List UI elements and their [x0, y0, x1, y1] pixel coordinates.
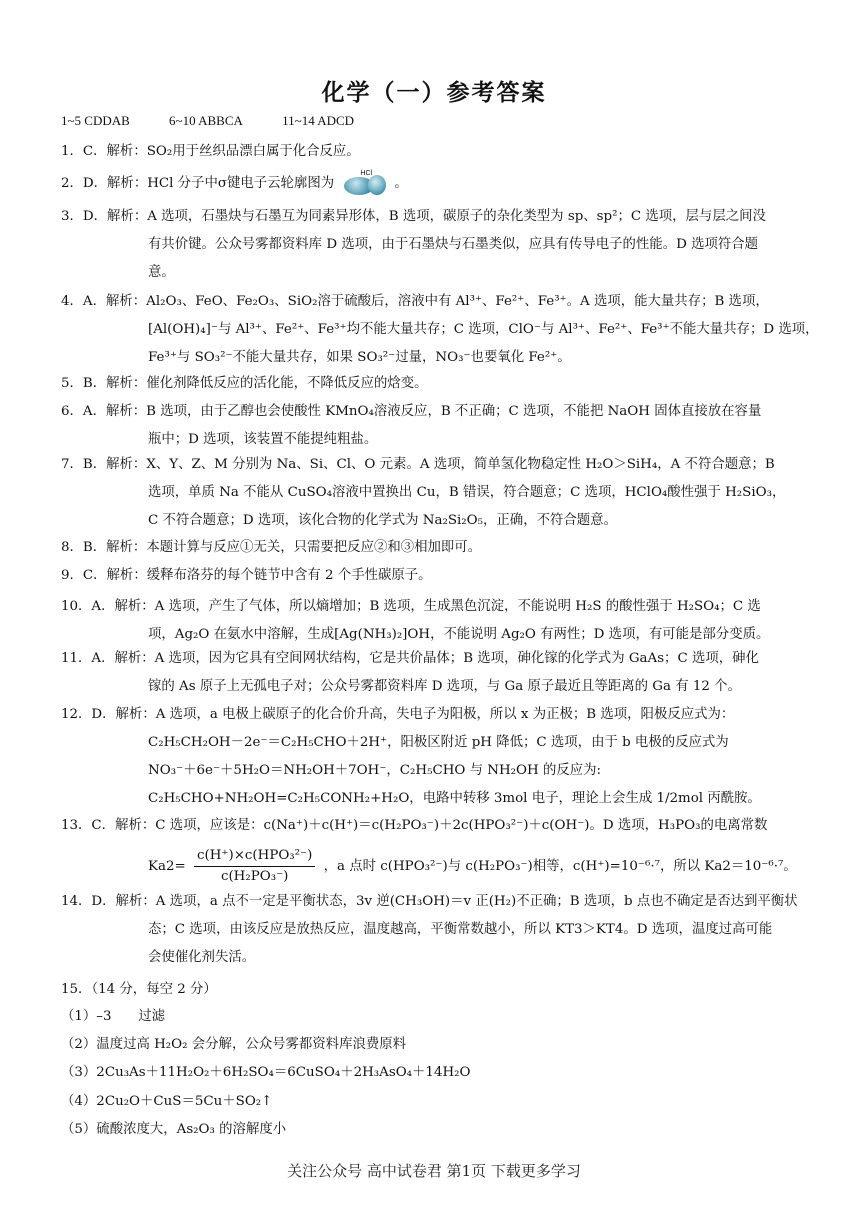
item-text: Al₂O₃、FeO、Fe₂O₃、SiO₂溶于硫酸后，溶液中有 Al³⁺、Fe²⁺、Fe³⁺。A 选项，能大量共存；B 选项，: [146, 294, 769, 309]
answer-item-1: [61, 138, 821, 166]
orbital-label: HCl: [360, 169, 373, 177]
answer-key-11-14: 11~14 ADCD: [282, 113, 355, 128]
answer-item-12: 12．D．解析：A 选项，a 电极上碳原子的化合价升高，失电子为阳极，所以 x 为正极；B 选项，阳极反应式为： C₂H₅CH₂OH－2e⁻＝C₂H₅CHO＋2H⁺，阳极区附近 pH 降低；C 选项，由于 b 电极的反应式为 NO₃⁻＋6e⁻＋5H₂O＝NH₂OH＋7OH⁻，C₂H₅CHO 与 NH₂OH 的反应为: C₂H₅CHO+NH₂OH=C₂H₅CONH₂+H₂O，电路中转移 3mol 电子，理论上会生成 1/2mol 丙酰胺。: [61, 707, 761, 806]
item-lead: 2．D．解析：: [61, 176, 148, 191]
answer-item-3: 3．D．解析：A 选项，石墨炔与石墨互为同素异形体，B 选项，碳原子的杂化类型为 sp、sp²；C 选项，层与层之间没 有共价键。公众号雾都资料库 D 选项，由于石墨炔与石墨类似，应具有传导电子的性能。D 选项符合题 意。: [61, 209, 766, 280]
item-text: 本题计算与反应①无关，只需要把反应②和③相加即可。: [146, 540, 482, 555]
item-lead: 4．A．解析：: [61, 294, 147, 309]
answer-item-6: 6．A．解析：B 选项，由于乙醇也会使酸性 KMnO₄溶液反应，B 不正确；C 选项，不能把 NaOH 固体直接放在容量 瓶中；D 选项，该装置不能提纯粗盐。: [61, 404, 762, 447]
item-lead: 14．D．解析：: [61, 894, 156, 909]
item-text: A 选项，a 点不一定是平衡状态，3v 逆(CH₃OH)＝v 正(H₂)不正确；B 选项，b 点也不确定是否达到平衡状: [155, 894, 798, 909]
item-lead: 6．A．解析：: [61, 404, 147, 419]
item-text: SO₂用于丝织品漂白属于化合反应。: [146, 144, 360, 159]
page-footer: 关注公众号 高中试卷君 第1页 下载更多学习: [287, 1162, 581, 1180]
item-text: X、Y、Z、M 分别为 Na、Si、Cl、O 元素。A 选项，简单氢化物稳定性 H₂O＞SiH₄，A 不符合题意；B: [146, 457, 775, 472]
answer-item-4: 4．A．解析：Al₂O₃、FeO、Fe₂O₃、SiO₂溶于硫酸后，溶液中有 Al³⁺、Fe²⁺、Fe³⁺。A 选项，能大量共存；B 选项， [Al(OH)₄]⁻与 Al³⁺、Fe²⁺、Fe³⁺均不能大量共存；C 选项，ClO⁻与 Al³⁺、Fe²⁺、Fe³⁺不能大量共存；D 选项， Fe³⁺与 SO₃²⁻不能大量共存，如果 SO₃²⁻过量，NO₃⁻也要氧化 Fe²⁺。: [61, 294, 819, 365]
q15-part-3: （3）2Cu₃As＋11H₂O₂＋6H₂SO₄＝6CuSO₄＋2H₃AsO₄＋14H₂O: [61, 1065, 471, 1080]
q15-heading: 15．（14 分，每空 2 分）: [61, 982, 217, 997]
item-lead: 1．C．解析：: [61, 144, 147, 159]
item-text: A 选项，因为它具有空间网状结构，它是共价晶体；B 选项，砷化镓的化学式为 GaAs；C 选项，砷化: [154, 651, 759, 666]
item-text: A 选项，产生了气体，所以熵增加；B 选项，生成黑色沉淀，不能说明 H₂S 的酸性强于 H₂SO₄；C 选: [154, 599, 761, 614]
q15-part-1: （1）–3 过滤: [61, 1009, 166, 1024]
ka2-fraction: $\frac{\text{c(H⁺)×c(HPO₃²⁻)}}{\text{c(H₂PO₃⁻)}}$: [194, 846, 315, 887]
item-lead: 5．B．解析：: [61, 376, 147, 391]
answer-item-7: 7．B．解析：X、Y、Z、M 分别为 Na、Si、Cl、O 元素。A 选项，简单氢化物稳定性 H₂O＞SiH₄，A 不符合题意；B 选项，单质 Na 不能从 CuSO₄溶液中置换出 Cu，B 错误，符合题意；C 选项，HClO₄酸性强于 H₂SiO₃， C 不符合题意；D 选项，该化合物的化学式为 Na₂Si₂O₅，正确，不符合题意。: [61, 457, 786, 528]
answer-key-6-10: 6~10 ABBCA: [169, 113, 243, 128]
item-lead: 9．C．解析：: [61, 568, 147, 583]
item-lead: 12．D．解析：: [61, 707, 156, 722]
answer-item-11: 11．A．解析：A 选项，因为它具有空间网状结构，它是共价晶体；B 选项，砷化镓的化学式为 GaAs；C 选项，砷化 镓的 As 原子上无孤电子对；公众号雾都资料库 D 选项，与 Ga 原子最近且等距离的 Ga 有 12 个。: [61, 651, 759, 694]
item-text: A 选项，a 电极上碳原子的化合价升高，失电子为阳极，所以 x 为正极；B 选项，阳极反应式为：: [155, 707, 735, 722]
item-text: A 选项，石墨炔与石墨互为同素异形体，B 选项，碳原子的杂化类型为 sp、sp²；C 选项，层与层之间没: [147, 209, 766, 224]
answer-item-13: [61, 812, 821, 887]
q15-part-4: （4）2Cu₂O＋CuS＝5Cu＋SO₂↑: [61, 1094, 273, 1109]
q15-part-5: （5）硫酸浓度大，As₂O₃ 的溶解度小: [61, 1122, 287, 1137]
item-text: B 选项，由于乙醇也会使酸性 KMnO₄溶液反应，B 不正确；C 选项，不能把 NaOH 固体直接放在容量: [146, 404, 762, 419]
answer-item-5: [61, 370, 821, 398]
answer-item-2: 2．D．解析：HCl 分子中σ键电子云轮廓图为 HCl 。: [61, 170, 821, 198]
q15-part-2: （2）温度过高 H₂O₂ 会分解，公众号雾都资料库浪费原料: [61, 1037, 407, 1052]
item-text: C 选项，应该是：c(Na⁺)＋c(H⁺)＝c(H₂PO₃⁻)＋2c(HPO₃²⁻)＋c(OH⁻)。D 选项，H₃PO₃的电离常数: [155, 818, 768, 833]
item-lead: 10．A．解析：: [61, 599, 155, 614]
answer-key-1-5: 1~5 CDDAB: [61, 113, 130, 128]
item-text: 缓释布洛芬的每个链节中含有 2 个手性碳原子。: [146, 568, 432, 583]
answer-key-row: [61, 113, 390, 129]
item-lead: 8．B．解析：: [61, 540, 147, 555]
answer-item-14: 14．D．解析：A 选项，a 点不一定是平衡状态，3v 逆(CH₃OH)＝v 正(H₂)不正确；B 选项，b 点也不确定是否达到平衡状 态；C 选项，由该反应是放热反应，温度越高，平衡常数越小，所以 KT3＞KT4。D 选项，温度过高可能 会使催化剂失活。: [61, 894, 798, 965]
item-lead: 11．A．解析：: [61, 651, 155, 666]
item-lead: 7．B．解析：: [61, 457, 147, 472]
answer-item-10: 10．A．解析：A 选项，产生了气体，所以熵增加；B 选项，生成黑色沉淀，不能说明 H₂S 的酸性强于 H₂SO₄；C 选 项，Ag₂O 在氨水中溶解，生成[Ag(NH₃)₂]OH，不能说明 Ag₂O 有两性；D 选项，有可能是部分变质。: [61, 599, 770, 642]
item-text: 催化剂降低反应的活化能，不降低反应的焓变。: [146, 376, 428, 391]
item-lead: 3．D．解析：: [61, 209, 148, 224]
item-text: HCl 分子中σ键电子云轮廓图为: [147, 176, 335, 191]
ka2-formula: Ka2= $\frac{\text{c(H⁺)×c(HPO₃²⁻)}}{\text{c(H₂PO₃⁻)}}$ ，a 点时 c(HPO₃²⁻)与 c(H₂PO₃⁻)相等，c(H⁺)=10⁻⁶·⁷，所以 Ka2＝10⁻⁶·⁷。: [61, 846, 821, 887]
hcl-sigma-orbital-image: [342, 169, 390, 196]
page-title: 化学（一）参考答案: [321, 79, 547, 106]
answer-item-9: [61, 562, 821, 590]
item-lead: 13．C．解析：: [61, 818, 156, 833]
answer-item-8: [61, 534, 821, 562]
